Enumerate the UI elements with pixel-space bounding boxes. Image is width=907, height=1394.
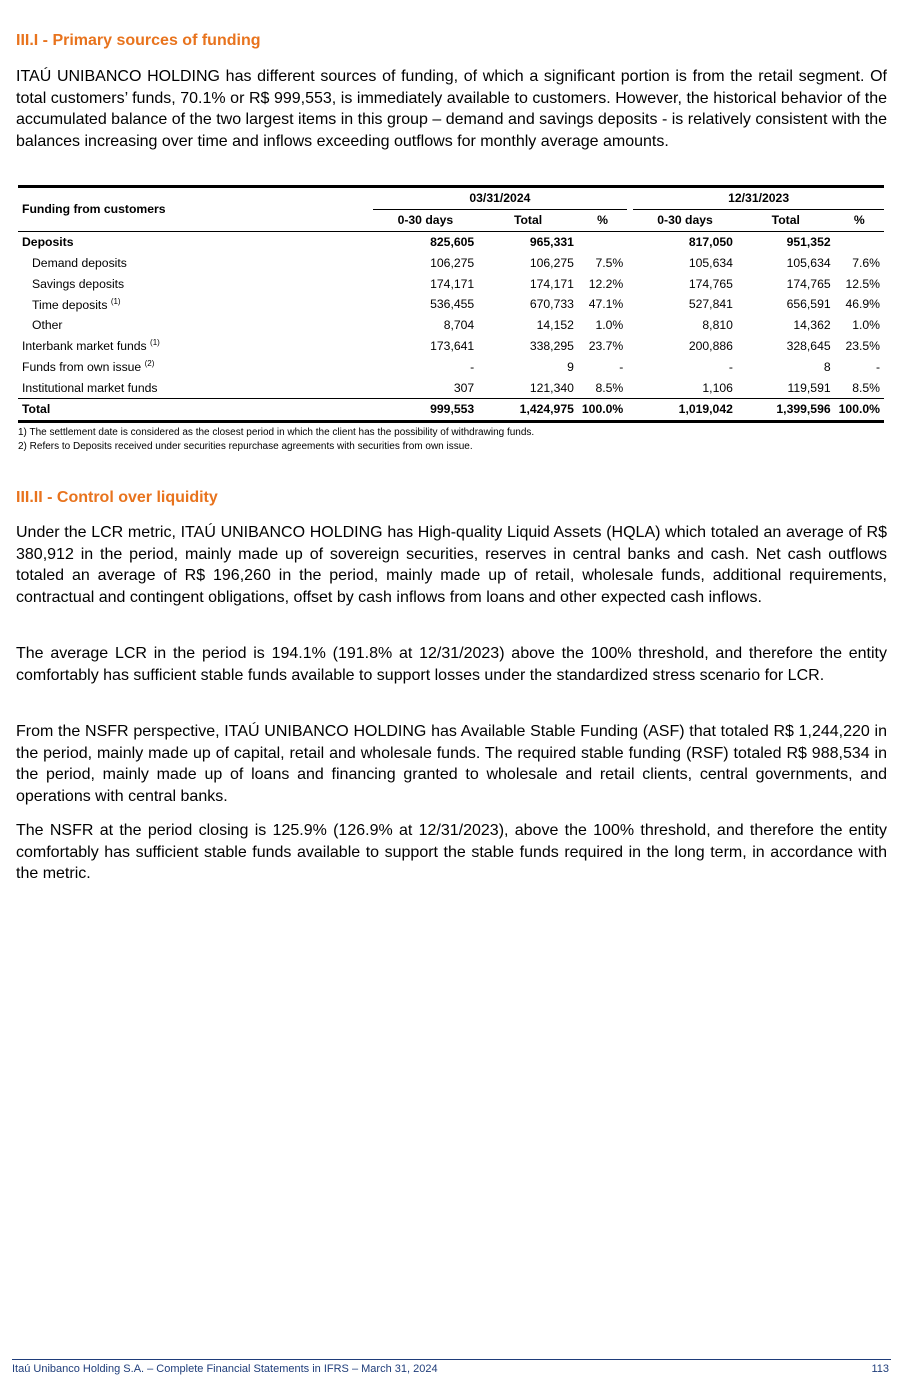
table-row <box>18 231 884 252</box>
table-row-total <box>18 398 884 421</box>
table-cell: 174,765 <box>786 276 831 291</box>
table-cell: 965,331 <box>529 234 574 249</box>
footnote-2: 2) Refers to Deposits received under securities repurchase agreements with securities from own issue. <box>18 441 473 453</box>
row-label-text: Interbank market funds <box>22 339 147 354</box>
row-label <box>18 273 373 294</box>
row-label-text: Time deposits <box>32 297 108 312</box>
table-row <box>18 315 884 336</box>
table-row <box>18 336 884 357</box>
footer-title: Itaú Unibanco Holding S.A. – Complete Financial Statements in IFRS – March 31, 2024 <box>12 1363 438 1375</box>
table-row <box>18 252 884 273</box>
table-cell: 951,352 <box>786 234 831 249</box>
table-cell: - <box>619 359 624 374</box>
table-cell: 12.2% <box>588 276 624 291</box>
table-cell: 105,634 <box>786 255 831 270</box>
table-cell: 8.5% <box>595 380 624 395</box>
table-cell: 8.5% <box>852 380 880 395</box>
table-cell: 119,591 <box>787 380 831 395</box>
total-label: Total <box>18 398 373 421</box>
footnote-marker: (2) <box>144 359 155 369</box>
table-cell: - <box>470 359 475 374</box>
section2-paragraph-lcr: Under the LCR metric, ITAÚ UNIBANCO HOLDING has High-quality Liquid Assets (HQLA) which totaled an average of R$ 380,912 in the period, mainly made up of sovereign securities, reserves in central banks and cash. Net cash outflows totaled an average of R$ 196,260 in the period, mainly made up of retail, wholesale funds, additional requirements, contractual and contingent obligations, offset by cash inflows from loans and other expected cash inflows. <box>16 524 887 606</box>
section2-paragraph-average-lcr: The average LCR in the period is 194.1% (191.8% at 12/31/2023) above the 100% threshold, and therefore the entity comfortably has sufficient stable funds available to support losses under the standardized stress scenario for LCR. <box>16 645 887 684</box>
table-cell: 307 <box>453 380 475 395</box>
col-header-total: Total <box>737 209 835 231</box>
row-label <box>18 231 373 252</box>
col-header-total: Total <box>478 209 578 231</box>
section2-paragraph-nsfr: From the NSFR perspective, ITAÚ UNIBANCO HOLDING has Available Stable Funding (ASF) that totaled R$ 1,244,220 in the period, mainly made up of capital, retail and wholesale funds. The required stable funding (RSF) totaled R$ 988,534 in the period, mainly made up of loans and financing granted to wholesale and retail clients, central governments, and operations with central banks. <box>16 723 887 805</box>
table-cell: 174,171 <box>529 276 574 291</box>
row-label <box>18 356 373 377</box>
table-cell: 338,295 <box>529 338 574 353</box>
funding-table-container <box>18 185 884 455</box>
table-cell: 12.5% <box>845 276 880 291</box>
table-cell: 200,886 <box>688 338 733 353</box>
col-header-pct: % <box>835 209 884 231</box>
table-cell: 174,171 <box>430 276 475 291</box>
table-cell: 1,106 <box>702 380 733 395</box>
section-title-control-liquidity: III.II - Control over liquidity <box>16 489 218 506</box>
table-cell: 121,340 <box>529 380 574 395</box>
section1-paragraph: ITAÚ UNIBANCO HOLDING has different sources of funding, of which a significant portion is from the retail segment. Of total customers’ funds, 70.1% or R$ 999,553, is immediately available to customers. However, the historical behavior of the accumulated balance of the two largest items in this group – demand and savings deposits - is relatively consistent with the balances increasing over time and inflows exceeding outflows for monthly average amounts. <box>16 68 887 150</box>
table-cell <box>578 231 627 252</box>
funding-table <box>18 185 884 423</box>
row-label <box>18 377 373 398</box>
total-cell: 100.0% <box>835 398 884 421</box>
table-cell: 47.1% <box>588 297 624 312</box>
row-label-text: Institutional market funds <box>22 380 158 395</box>
table-cell: 106,275 <box>529 255 574 270</box>
table-cell: 14,362 <box>793 318 831 333</box>
col-header-0-30-days: 0-30 days <box>373 209 479 231</box>
table-cell: 23.7% <box>588 338 624 353</box>
footnote-marker: (1) <box>150 338 160 348</box>
row-label <box>18 252 373 273</box>
table-cell: 14,152 <box>536 318 574 333</box>
table-cell: 173,641 <box>430 338 475 353</box>
table-row <box>18 356 884 377</box>
row-label-text: Other <box>32 318 63 333</box>
table-cell: 817,050 <box>688 234 733 249</box>
total-cell: 1,399,596 <box>737 398 835 421</box>
table-cell: 656,591 <box>786 297 831 312</box>
table-cell: 174,765 <box>688 276 733 291</box>
table-cell: 328,645 <box>786 338 831 353</box>
table-cell: 7.5% <box>595 255 624 270</box>
col-header-pct: % <box>578 209 627 231</box>
row-label <box>18 336 373 357</box>
table-cell: 9 <box>567 359 574 374</box>
col-header-0-30-days: 0-30 days <box>633 209 737 231</box>
total-cell: 1,019,042 <box>633 398 737 421</box>
total-cell: 100.0% <box>578 398 627 421</box>
row-label-text: Deposits <box>22 234 74 249</box>
footnote-1: 1) The settlement date is considered as the closest period in which the client has the possibility of withdrawing funds. <box>18 426 535 438</box>
table-cell: 670,733 <box>529 297 574 312</box>
table-cell: 1.0% <box>595 318 624 333</box>
period1-header: 03/31/2024 <box>373 187 628 210</box>
table-cell: 527,841 <box>688 297 733 312</box>
page-number: 113 <box>871 1363 889 1375</box>
footnote-marker: (1) <box>110 296 121 306</box>
page-footer <box>12 1359 891 1375</box>
row-label <box>18 294 373 315</box>
table-cell: - <box>875 359 880 374</box>
row-label-text: Savings deposits <box>32 276 125 291</box>
table-cell: 8,810 <box>702 318 733 333</box>
row-label <box>18 315 373 336</box>
table-cell: 23.5% <box>845 338 880 353</box>
section2-paragraph-nsfr-closing: The NSFR at the period closing is 125.9% (126.9% at 12/31/2023), above the 100% threshold, and therefore the entity comfortably has sufficient stable funds available to support the stable funds required in the long term, in accordance with the metric. <box>16 822 887 882</box>
table-cell: 105,634 <box>688 255 733 270</box>
table-cell: 46.9% <box>845 297 880 312</box>
row-label-text: Funds from own issue <box>22 360 142 375</box>
table-cell: 106,275 <box>430 255 475 270</box>
table-cell: - <box>728 359 733 374</box>
table-footnotes <box>18 426 884 455</box>
table-body <box>18 231 884 398</box>
table-cell: 536,455 <box>430 297 475 312</box>
table-row <box>18 273 884 294</box>
table-cell: 7.6% <box>852 255 880 270</box>
total-cell: 1,424,975 <box>478 398 578 421</box>
row-label-text: Demand deposits <box>32 255 127 270</box>
period2-header: 12/31/2023 <box>633 187 884 210</box>
table-cell: 1.0% <box>852 318 880 333</box>
section-title-primary-sources: III.I - Primary sources of funding <box>16 32 261 49</box>
row-header: Funding from customers <box>18 187 373 232</box>
table-row <box>18 377 884 398</box>
table-row <box>18 294 884 315</box>
table-cell <box>835 231 884 252</box>
table-cell: 8 <box>823 359 831 374</box>
table-cell: 8,704 <box>443 318 475 333</box>
table-cell: 825,605 <box>430 234 475 249</box>
total-cell: 999,553 <box>373 398 479 421</box>
